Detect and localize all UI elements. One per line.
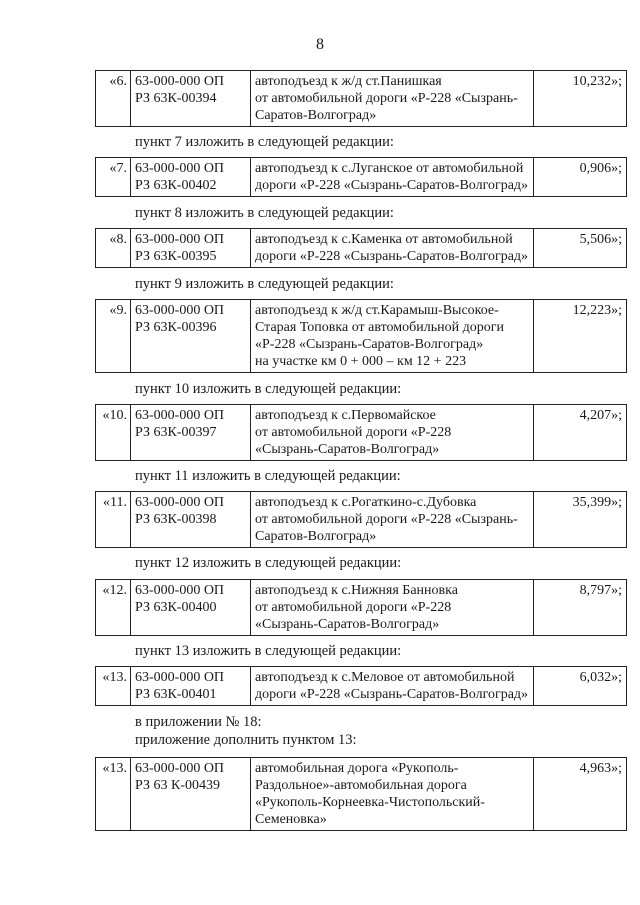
road-length: 8,797»; <box>579 583 622 598</box>
instruction-line: пункт 9 изложить в следующей редакции: <box>135 276 394 292</box>
row-number: «6. <box>96 71 131 126</box>
row-number: «13. <box>96 667 131 705</box>
instruction-text <box>135 554 401 572</box>
road-description <box>251 492 534 547</box>
description-line: автоподъезд к ж/д ст.Карамыш-Высокое- <box>255 303 499 318</box>
instruction-line: пункт 7 изложить в следующей редакции: <box>135 134 394 150</box>
description-line: автоподъезд к с.Каменка от автомобильной <box>255 232 513 247</box>
row-number: «11. <box>96 492 131 547</box>
description-line: от автомобильной дороги «Р-228 <box>255 600 452 615</box>
description-line: «Р-228 «Сызрань-Саратов-Волгоград» <box>255 337 484 352</box>
instruction-line: пункт 13 изложить в следующей редакции: <box>135 643 402 659</box>
description-line: автомобильная дорога «Рукополь- <box>255 761 459 776</box>
road-code <box>131 667 251 705</box>
instruction-line: пункт 8 изложить в следующей редакции: <box>135 205 394 221</box>
road-code <box>131 580 251 635</box>
road-description <box>251 158 534 196</box>
row-number: «7. <box>96 158 131 196</box>
page-number: 8 <box>316 36 324 53</box>
road-length: 4,963»; <box>579 761 622 776</box>
description-line: дороги «Р-228 «Сызрань-Саратов-Волгоград» <box>255 249 529 264</box>
road-description <box>251 580 534 635</box>
road-code-line: 63-000-000 ОП <box>135 583 225 598</box>
road-code-line: 63-000-000 ОП <box>135 495 225 510</box>
road-code-line: 63-000-000 ОП <box>135 303 225 318</box>
road-length: 5,506»; <box>579 232 622 247</box>
table-row <box>95 70 627 127</box>
instruction-text <box>135 642 401 660</box>
road-code <box>131 758 251 830</box>
table-row <box>95 579 627 636</box>
table-row <box>95 757 627 831</box>
row-number: «9. <box>96 300 131 372</box>
road-code-line: 63-000-000 ОП <box>135 232 225 247</box>
description-line: «Рукополь-Корнеевка-Чистопольский- <box>255 795 485 810</box>
instruction-line: приложение дополнить пунктом 13: <box>135 732 357 748</box>
road-code-line: 63-000-000 ОП <box>135 74 225 89</box>
instruction-line: пункт 11 изложить в следующей редакции: <box>135 468 401 484</box>
road-description <box>251 667 534 705</box>
row-number: «8. <box>96 229 131 267</box>
description-line: автоподъезд к с.Первомайское <box>255 408 436 423</box>
row-number: «12. <box>96 580 131 635</box>
road-code-line: 63-000-000 ОП <box>135 161 225 176</box>
road-description <box>251 405 534 460</box>
road-length: 35,399»; <box>572 495 622 510</box>
road-code-line: РЗ 63К-00396 <box>135 320 217 335</box>
description-line: автоподъезд к с.Меловое от автомобильной <box>255 670 515 685</box>
table-row <box>95 157 627 197</box>
row-number: «10. <box>96 405 131 460</box>
instruction-line: пункт 10 изложить в следующей редакции: <box>135 381 402 397</box>
row-number: «13. <box>96 758 131 830</box>
table-row <box>95 299 627 373</box>
road-length: 0,906»; <box>579 161 622 176</box>
description-line: Саратов-Волгоград» <box>255 529 377 544</box>
road-code-line: РЗ 63К-00401 <box>135 687 217 702</box>
description-line: автоподъезд к с.Луганское от автомобильной <box>255 161 524 176</box>
instruction-text <box>135 275 394 293</box>
description-line: дороги «Р-228 «Сызрань-Саратов-Волгоград» <box>255 178 529 193</box>
road-code <box>131 492 251 547</box>
instruction-text <box>135 380 401 398</box>
road-description <box>251 71 534 126</box>
road-description <box>251 229 534 267</box>
description-line: на участке км 0 + 000 – км 12 + 223 <box>255 354 467 369</box>
description-line: автоподъезд к с.Нижняя Банновка <box>255 583 458 598</box>
description-line: Старая Топовка от автомобильной дороги <box>255 320 504 335</box>
road-code-line: РЗ 63К-00395 <box>135 249 217 264</box>
road-code-line: 63-000-000 ОП <box>135 670 225 685</box>
road-code-line: РЗ 63К-00400 <box>135 600 217 615</box>
description-line: Саратов-Волгоград» <box>255 108 377 123</box>
instruction-text <box>135 713 357 749</box>
road-code <box>131 158 251 196</box>
description-line: автоподъезд к ж/д ст.Панишкая <box>255 74 442 89</box>
road-code <box>131 229 251 267</box>
road-code-line: РЗ 63К-00402 <box>135 178 217 193</box>
road-code <box>131 71 251 126</box>
description-line: автоподъезд к с.Рогаткино-с.Дубовка <box>255 495 477 510</box>
road-length: 4,207»; <box>579 408 622 423</box>
instruction-text <box>135 204 394 222</box>
road-code <box>131 300 251 372</box>
road-code <box>131 405 251 460</box>
description-line: от автомобильной дороги «Р-228 «Сызрань- <box>255 512 518 527</box>
description-line: от автомобильной дороги «Р-228 «Сызрань- <box>255 91 518 106</box>
road-description <box>251 300 534 372</box>
road-code-line: РЗ 63 К-00439 <box>135 778 220 793</box>
instruction-text <box>135 467 401 485</box>
road-length: 6,032»; <box>579 670 622 685</box>
road-description <box>251 758 534 830</box>
road-code-line: 63-000-000 ОП <box>135 408 225 423</box>
table-row <box>95 666 627 706</box>
road-code-line: 63-000-000 ОП <box>135 761 225 776</box>
road-length: 12,223»; <box>572 303 622 318</box>
description-line: дороги «Р-228 «Сызрань-Саратов-Волгоград» <box>255 687 529 702</box>
description-line: «Сызрань-Саратов-Волгоград» <box>255 442 440 457</box>
table-row <box>95 491 627 548</box>
description-line: Раздольное»-автомобильная дорога <box>255 778 467 793</box>
road-length: 10,232»; <box>572 74 622 89</box>
instruction-text <box>135 133 394 151</box>
description-line: от автомобильной дороги «Р-228 <box>255 425 452 440</box>
road-code-line: РЗ 63К-00397 <box>135 425 217 440</box>
table-row <box>95 228 627 268</box>
description-line: Семеновка» <box>255 812 327 827</box>
road-code-line: РЗ 63К-00394 <box>135 91 217 106</box>
instruction-line: пункт 12 изложить в следующей редакции: <box>135 555 402 571</box>
description-line: «Сызрань-Саратов-Волгоград» <box>255 617 440 632</box>
road-code-line: РЗ 63К-00398 <box>135 512 217 527</box>
table-row <box>95 404 627 461</box>
instruction-line: в приложении № 18: <box>135 714 262 730</box>
